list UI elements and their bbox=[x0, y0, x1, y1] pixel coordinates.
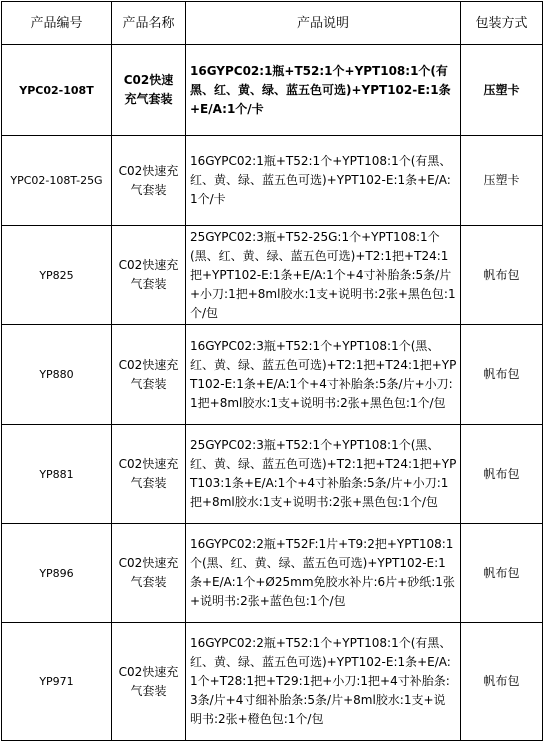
header-row bbox=[2, 2, 543, 45]
product-description: 16GYPC02:2瓶+T52:1个+YPT108:1个(有黑、红、黄、绿、蓝五色可选)+YPT102-E:1条+E/A:1个+T28:1把+T29:1把+小刀:1把+4寸补胎条:3条/片+4寸细补胎条:5条/片+8ml胶水:1支+说明书:2张+橙色包:1个/包 bbox=[186, 623, 461, 741]
header-product-description: 产品说明 bbox=[186, 2, 461, 45]
header-packaging: 包装方式 bbox=[461, 2, 543, 45]
product-code: YP880 bbox=[2, 325, 112, 425]
product-name: C02快速充气套装 bbox=[112, 325, 186, 425]
packaging: 压塑卡 bbox=[461, 45, 543, 136]
packaging: 帆布包 bbox=[461, 226, 543, 325]
product-code: YP825 bbox=[2, 226, 112, 325]
packaging: 压塑卡 bbox=[461, 136, 543, 226]
product-name: C02快速充气套装 bbox=[112, 226, 186, 325]
product-description: 16GYPC02:1瓶+T52:1个+YPT108:1个(有黑、红、黄、绿、蓝五色可选)+YPT102-E:1条+E/A:1个/卡 bbox=[186, 45, 461, 136]
table-row bbox=[2, 623, 543, 741]
product-description: 16GYPC02:2瓶+T52F:1片+T9:2把+YPT108:1个(黑、红、黄、绿、蓝五色可选)+YPT102-E:1条+E/A:1个+Ø25mm免胶水补片:6片+砂纸:1张+说明书:2张+蓝色包:1个/包 bbox=[186, 524, 461, 623]
packaging: 帆布包 bbox=[461, 425, 543, 524]
product-name: C02快速充气套装 bbox=[112, 425, 186, 524]
product-description: 16GYPC02:3瓶+T52:1个+YPT108:1个(黑、红、黄、绿、蓝五色可选)+T2:1把+T24:1把+YPT102-E:1条+E/A:1个+4寸补胎条:5条/片+小刀:1把+8ml胶水:1支+说明书:2张+黑色包:1个/包 bbox=[186, 325, 461, 425]
product-name: C02快速充气套装 bbox=[112, 524, 186, 623]
product-code: YP896 bbox=[2, 524, 112, 623]
table-row bbox=[2, 226, 543, 325]
header-product-name: 产品名称 bbox=[112, 2, 186, 45]
packaging: 帆布包 bbox=[461, 623, 543, 741]
packaging: 帆布包 bbox=[461, 325, 543, 425]
table-row bbox=[2, 524, 543, 623]
product-table bbox=[1, 1, 543, 741]
table-row bbox=[2, 136, 543, 226]
product-code: YPC02-108T bbox=[2, 45, 112, 136]
product-name: C02快速充气套装 bbox=[112, 623, 186, 741]
product-name: C02快速充气套装 bbox=[112, 136, 186, 226]
product-description: 16GYPC02:1瓶+T52:1个+YPT108:1个(有黑、红、黄、绿、蓝五色可选)+YPT102-E:1条+E/A:1个/卡 bbox=[186, 136, 461, 226]
product-code: YP971 bbox=[2, 623, 112, 741]
product-code: YPC02-108T-25G bbox=[2, 136, 112, 226]
product-description: 25GYPC02:3瓶+T52:1个+YPT108:1个(黑、红、黄、绿、蓝五色可选)+T2:1把+T24:1把+YPT103:1条+E/A:1个+4寸补胎条:5条/片+小刀:1把+8ml胶水:1支+说明书:2张+黑色包:1个/包 bbox=[186, 425, 461, 524]
table-row bbox=[2, 325, 543, 425]
product-description: 25GYPC02:3瓶+T52-25G:1个+YPT108:1个(黑、红、黄、绿、蓝五色可选)+T2:1把+T24:1把+YPT102-E:1条+E/A:1个+4寸补胎条:5条/片+小刀:1把+8ml胶水:1支+说明书:2张+黑色包:1个/包 bbox=[186, 226, 461, 325]
table-row bbox=[2, 425, 543, 524]
product-name: C02快速充气套装 bbox=[112, 45, 186, 136]
product-code: YP881 bbox=[2, 425, 112, 524]
table-row bbox=[2, 45, 543, 136]
packaging: 帆布包 bbox=[461, 524, 543, 623]
header-product-code: 产品编号 bbox=[2, 2, 112, 45]
